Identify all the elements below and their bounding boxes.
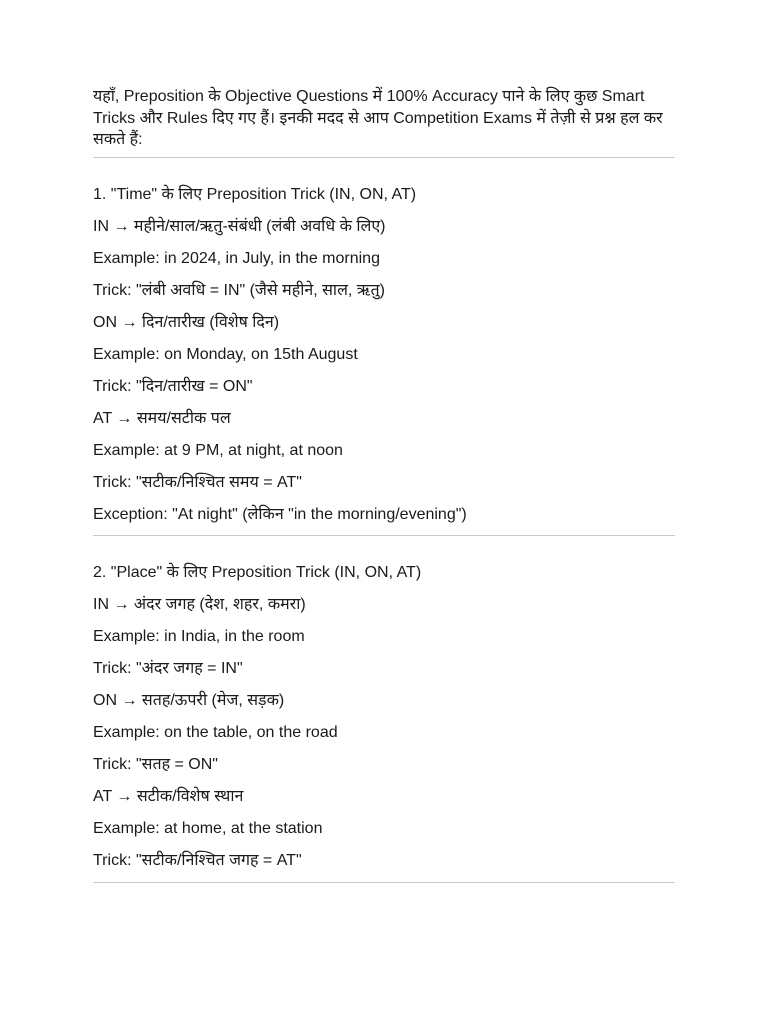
time-exception: Exception: "At night" (लेकिन "in the morning/evening") <box>93 505 467 523</box>
time-at-rule: AT → समय/सटीक पल <box>93 409 231 427</box>
section-divider <box>93 882 675 883</box>
section-title-place: 2. "Place" के लिए Preposition Trick (IN, ON, AT) <box>93 563 422 581</box>
place-on-trick: Trick: "सतह = ON" <box>93 755 218 773</box>
section-divider <box>93 535 675 536</box>
place-on-rule: ON → सतह/ऊपरी (मेज, सड़क) <box>93 691 285 709</box>
place-in-rule: IN → अंदर जगह (देश, शहर, कमरा) <box>93 595 306 613</box>
time-in-rule: IN → महीने/साल/ऋतु-संबंधी (लंबी अवधि के लिए) <box>93 217 386 235</box>
intro-paragraph: यहाँ, Preposition के Objective Questions में 100% Accuracy पाने के लिए कुछ Smart Tricks और Rules दिए गए हैं। इनकी मदद से आप Competition Exams में तेज़ी से प्रश्न हल कर सकते हैं: <box>93 88 663 148</box>
place-in-trick: Trick: "अंदर जगह = IN" <box>93 659 243 677</box>
section-title-time: 1. "Time" के लिए Preposition Trick (IN, ON, AT) <box>93 185 417 203</box>
place-at-trick: Trick: "सटीक/निश्चित जगह = AT" <box>93 851 302 869</box>
place-on-example: Example: on the table, on the road <box>93 723 338 741</box>
time-at-example: Example: at 9 PM, at night, at noon <box>93 441 343 459</box>
time-at-trick: Trick: "सटीक/निश्चित समय = AT" <box>93 473 302 491</box>
place-in-example: Example: in India, in the room <box>93 627 305 645</box>
time-on-example: Example: on Monday, on 15th August <box>93 345 358 363</box>
time-in-trick: Trick: "लंबी अवधि = IN" (जैसे महीने, साल, ऋतु) <box>93 281 385 299</box>
place-at-example: Example: at home, at the station <box>93 819 323 837</box>
time-on-rule: ON → दिन/तारीख (विशेष दिन) <box>93 313 280 331</box>
time-on-trick: Trick: "दिन/तारीख = ON" <box>93 377 253 395</box>
document-page <box>93 86 675 883</box>
place-at-rule: AT → सटीक/विशेष स्थान <box>93 787 244 805</box>
time-section <box>93 184 675 526</box>
section-divider <box>93 157 675 158</box>
time-in-example: Example: in 2024, in July, in the morning <box>93 249 380 267</box>
place-section <box>93 562 675 872</box>
